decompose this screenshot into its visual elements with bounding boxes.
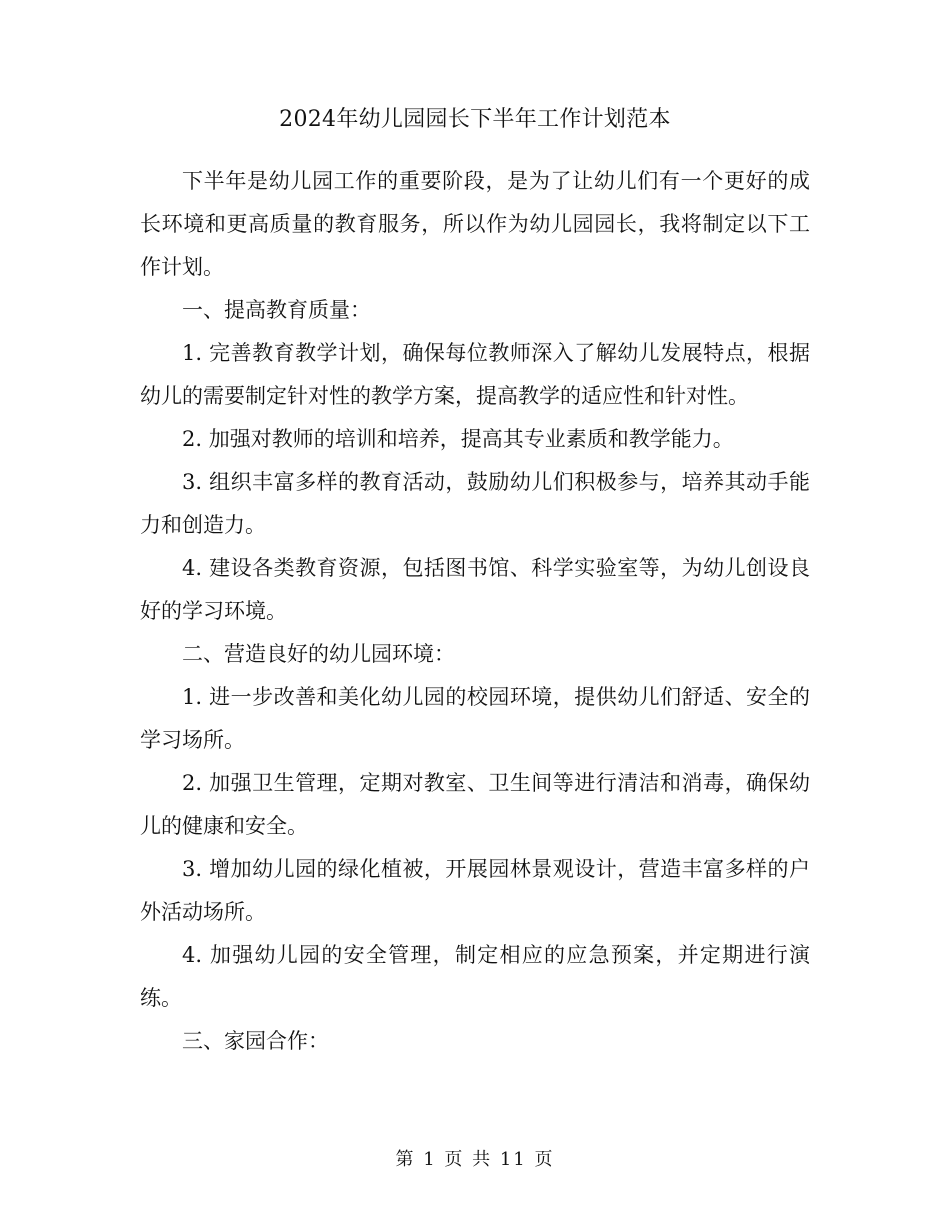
document-body [140,160,810,1063]
section-1-item-2: 2. 加强对教师的培训和培养，提高其专业素质和教学能力。 [182,427,734,451]
section-1-item-1: 1. 完善教育教学计划，确保每位教师深入了解幼儿发展特点，根据幼儿的需要制定针对性的教学方案，提高教学的适应性和针对性。 [140,341,810,408]
document-title: 2024年幼儿园园长下半年工作计划范本 [279,107,671,132]
section-1-item-4: 4. 建设各类教育资源，包括图书馆、科学实验室等，为幼儿创设良好的学习环境。 [140,556,810,623]
section-2-item-1: 1. 进一步改善和美化幼儿园的校园环境，提供幼儿们舒适、安全的学习场所。 [140,685,810,752]
page-number-footer: 第 1 页 共 11 页 [395,1149,555,1170]
intro-paragraph: 下半年是幼儿园工作的重要阶段，是为了让幼儿们有一个更好的成长环境和更高质量的教育服务，所以作为幼儿园园长，我将制定以下工作计划。 [140,169,810,279]
section-heading-3: 三、家园合作： [182,1029,329,1053]
section-1-item-3: 3. 组织丰富多样的教育活动，鼓励幼儿们积极参与，培养其动手能力和创造力。 [140,470,810,537]
section-2-item-3: 3. 增加幼儿园的绿化植被，开展园林景观设计，营造丰富多样的户外活动场所。 [140,857,810,924]
section-heading-2: 二、营造良好的幼儿园环境： [182,642,455,666]
section-2-item-4: 4. 加强幼儿园的安全管理，制定相应的应急预案，并定期进行演练。 [140,943,810,1010]
section-2-item-2: 2. 加强卫生管理，定期对教室、卫生间等进行清洁和消毒，确保幼儿的健康和安全。 [140,771,810,838]
section-heading-1: 一、提高教育质量： [182,298,371,322]
